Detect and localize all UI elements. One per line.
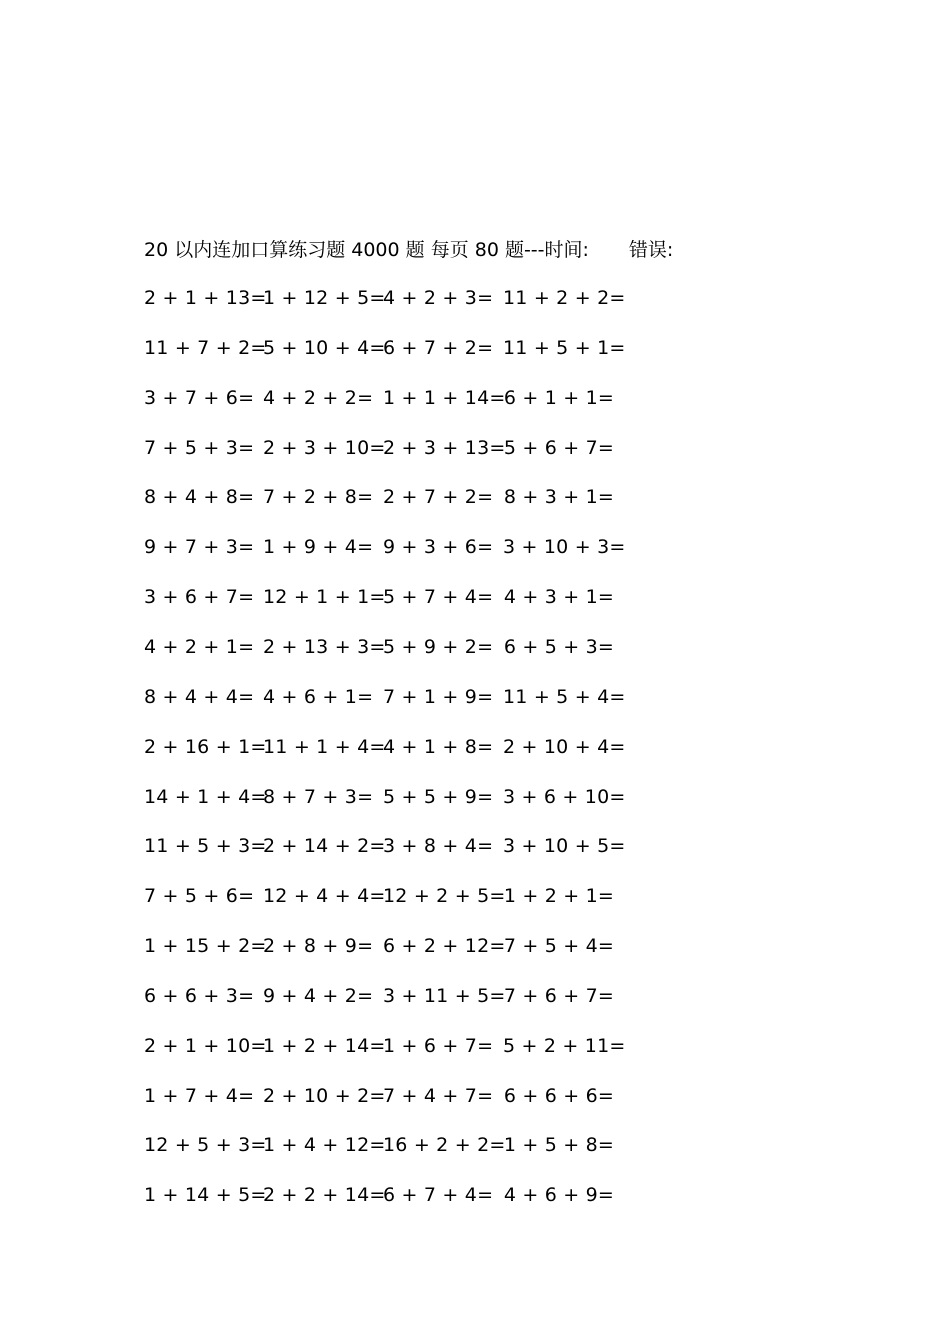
problem-item: 6 + 1 + 1= bbox=[503, 386, 614, 409]
problem-item: 4 + 6 + 9= bbox=[503, 1184, 614, 1207]
problem-item: 7 + 4 + 7= bbox=[383, 1084, 494, 1107]
problem-item: 14 + 1 + 4= bbox=[144, 785, 267, 808]
problem-item: 8 + 7 + 3= bbox=[263, 785, 374, 808]
worksheet-title: 20 以内连加口算练习题 4000 题 每页 80 题---时间: bbox=[144, 239, 589, 261]
problem-item: 3 + 11 + 5= bbox=[383, 984, 506, 1007]
problem-item: 3 + 6 + 10= bbox=[503, 785, 626, 808]
problem-item: 1 + 15 + 2= bbox=[144, 935, 267, 958]
problem-item: 7 + 1 + 9= bbox=[383, 685, 494, 708]
problem-item: 11 + 5 + 3= bbox=[144, 835, 267, 858]
problem-item: 8 + 4 + 4= bbox=[144, 685, 255, 708]
problem-item: 2 + 16 + 1= bbox=[144, 735, 267, 758]
problem-item: 9 + 7 + 3= bbox=[144, 536, 255, 559]
problem-item: 12 + 2 + 5= bbox=[383, 885, 506, 908]
problem-item: 2 + 1 + 13= bbox=[144, 287, 267, 309]
problem-item: 5 + 2 + 11= bbox=[503, 1034, 626, 1057]
problem-item: 8 + 4 + 8= bbox=[144, 486, 255, 509]
problem-item: 2 + 13 + 3= bbox=[263, 635, 386, 658]
problem-item: 6 + 6 + 3= bbox=[144, 984, 255, 1007]
problem-item: 3 + 10 + 5= bbox=[503, 835, 626, 858]
problem-item: 1 + 6 + 7= bbox=[383, 1034, 494, 1057]
problem-item: 4 + 2 + 3= bbox=[383, 287, 494, 309]
problem-item: 2 + 14 + 2= bbox=[263, 835, 386, 858]
problem-item: 11 + 5 + 4= bbox=[503, 685, 626, 708]
problem-item: 4 + 2 + 2= bbox=[263, 386, 374, 409]
problem-item: 11 + 1 + 4= bbox=[263, 735, 386, 758]
problem-item: 8 + 3 + 1= bbox=[503, 486, 614, 509]
problem-item: 1 + 14 + 5= bbox=[144, 1184, 267, 1207]
problem-item: 11 + 7 + 2= bbox=[144, 336, 267, 359]
problem-item: 7 + 2 + 8= bbox=[263, 486, 374, 509]
problem-item: 2 + 3 + 13= bbox=[383, 436, 506, 459]
problem-item: 4 + 1 + 8= bbox=[383, 735, 494, 758]
problem-item: 1 + 9 + 4= bbox=[263, 536, 374, 559]
problem-item: 5 + 6 + 7= bbox=[503, 436, 614, 459]
problem-item: 2 + 2 + 14= bbox=[263, 1184, 386, 1207]
problem-item: 5 + 9 + 2= bbox=[383, 635, 494, 658]
problem-item: 12 + 1 + 1= bbox=[263, 586, 386, 609]
problem-item: 6 + 6 + 6= bbox=[503, 1084, 614, 1107]
problem-item: 12 + 4 + 4= bbox=[263, 885, 386, 908]
problem-item: 5 + 7 + 4= bbox=[383, 586, 494, 609]
problem-item: 7 + 5 + 4= bbox=[503, 935, 614, 958]
problem-item: 2 + 10 + 2= bbox=[263, 1084, 386, 1107]
problem-item: 6 + 7 + 2= bbox=[383, 336, 494, 359]
problem-item: 5 + 10 + 4= bbox=[263, 336, 386, 359]
problem-item: 6 + 2 + 12= bbox=[383, 935, 506, 958]
problem-item: 7 + 6 + 7= bbox=[503, 984, 614, 1007]
problem-item: 6 + 7 + 4= bbox=[383, 1184, 494, 1207]
problem-item: 3 + 7 + 6= bbox=[144, 386, 255, 409]
problem-item: 7 + 5 + 3= bbox=[144, 436, 255, 459]
problem-item: 1 + 1 + 14= bbox=[383, 386, 506, 409]
problem-item: 4 + 6 + 1= bbox=[263, 685, 374, 708]
problem-item: 1 + 7 + 4= bbox=[144, 1084, 255, 1107]
problem-item: 3 + 6 + 7= bbox=[144, 586, 255, 609]
problem-item: 4 + 3 + 1= bbox=[503, 586, 614, 609]
problem-item: 1 + 12 + 5= bbox=[263, 287, 386, 309]
problem-item: 1 + 2 + 14= bbox=[263, 1034, 386, 1057]
problem-item: 3 + 10 + 3= bbox=[503, 536, 626, 559]
problem-item: 2 + 3 + 10= bbox=[263, 436, 386, 459]
problem-item: 6 + 5 + 3= bbox=[503, 635, 614, 658]
problem-item: 9 + 4 + 2= bbox=[263, 984, 374, 1007]
problem-item: 1 + 5 + 8= bbox=[503, 1134, 614, 1157]
problem-item: 2 + 8 + 9= bbox=[263, 935, 374, 958]
problem-item: 11 + 5 + 1= bbox=[503, 336, 626, 359]
problem-item: 1 + 2 + 1= bbox=[503, 885, 614, 908]
error-label: 错误: bbox=[628, 239, 674, 261]
problem-item: 12 + 5 + 3= bbox=[144, 1134, 267, 1157]
problem-item: 2 + 10 + 4= bbox=[503, 735, 626, 758]
problem-item: 16 + 2 + 2= bbox=[383, 1134, 506, 1157]
problem-item: 3 + 8 + 4= bbox=[383, 835, 494, 858]
problem-item: 2 + 1 + 10= bbox=[144, 1034, 267, 1057]
problem-item: 7 + 5 + 6= bbox=[144, 885, 255, 908]
problem-item: 9 + 3 + 6= bbox=[383, 536, 494, 559]
problem-item: 11 + 2 + 2= bbox=[503, 287, 626, 309]
problem-item: 1 + 4 + 12= bbox=[263, 1134, 386, 1157]
problem-item: 5 + 5 + 9= bbox=[383, 785, 494, 808]
problem-item: 2 + 7 + 2= bbox=[383, 486, 494, 509]
problem-item: 4 + 2 + 1= bbox=[144, 635, 255, 658]
